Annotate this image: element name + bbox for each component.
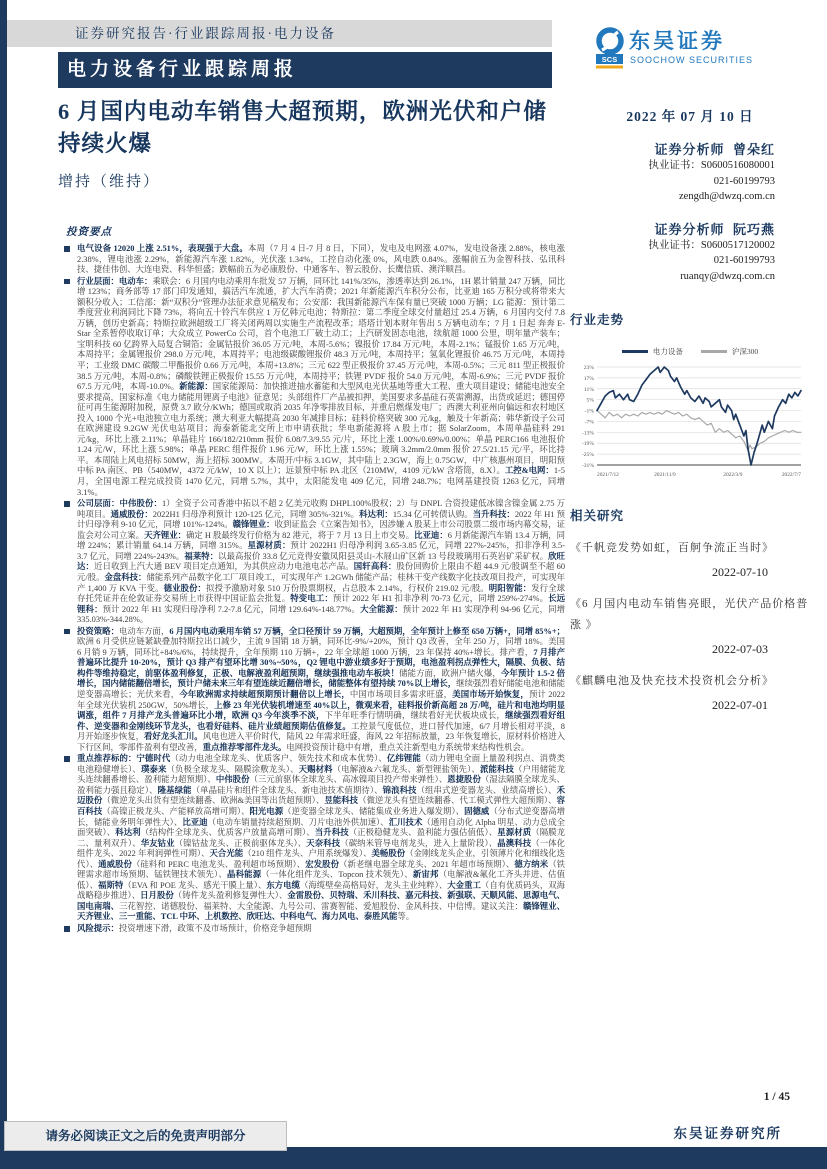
- analyst-cert: 执业证书：S0600517120002: [648, 239, 775, 251]
- svg-text:-31%: -31%: [581, 463, 594, 469]
- svg-text:-7%: -7%: [584, 419, 594, 426]
- related-research-title: 相关研究: [570, 509, 625, 523]
- svg-text:2022/3/9: 2022/3/9: [723, 472, 743, 478]
- soochow-logo-icon: [593, 26, 777, 72]
- analyst-block-1: [570, 139, 810, 205]
- chart-legend: [570, 346, 810, 357]
- report-title: 6 月国内电动车销售大超预期，欧洲光伏和户储持续火爆: [58, 99, 547, 156]
- brand-name-cn: 东吴证券: [629, 29, 725, 53]
- report-type-banner: 证券研究报告·行业跟踪周报·电力设备: [7, 20, 552, 47]
- related-item-date: 2022-07-01: [712, 698, 768, 712]
- svg-text:11%: 11%: [583, 386, 594, 393]
- disclaimer-notice: 请务必阅读正文之后的免责声明部分: [4, 1121, 287, 1151]
- analyst-email-link[interactable]: zengdh@dwzq.com.cn: [679, 191, 775, 202]
- analyst-name-line: 证券分析师 曾朵红: [654, 142, 775, 157]
- svg-text:2022/7/7: 2022/7/7: [781, 472, 801, 478]
- series-title-bar: 电力设备行业跟踪周报: [58, 52, 552, 88]
- analyst-block-2: [570, 219, 810, 285]
- report-bullets: [64, 244, 565, 935]
- report-bullet: 行业层面：电动车：乘联会：6 月国内电动乘用车批发 57 万辆，同环比 141%/35%，渗透率达到 26.1%，1H 累计销量 247 万辆，同比增 123%；商务部等 17 部门印发通知，搞活汽车流通，扩大汽车消费；2021 年新能源汽车积分公布，比亚迪 165 万积分或将带来大额积分收入；工信部：新“双积分”管理办法征求意见稿发布；公安部：我国新能源汽车保有量已突破 1000 万辆；LG 能源：预计第二季度营业利润同比下降 73%，将向五十铃汽车供应 1 万亿韩元电池；特斯拉：第二季度全球交付量超过 25.4 万辆，6 月国内交付 7.8 万辆，创历史新高；特斯拉欧洲超级工厂将关闭两周以实施生产流程改革；塔塔计划本财年售出 5 万辆电动车；7 月 1 日起 奔奔 E-Star 全系暂停收取订单；大众成立 PowerCo 公司，首个电池工厂破土动工；上汽研发固态电池，续航超 1000 公里，明年量产装车；宝明科技 60 亿跨界入局复合铜箔；金属钴报价 36.05 万元/吨，本周-5.6%；镍报价 17.84 万元/吨，本周-2.1%；锰报价 1.65 万元/吨，本周持平；金属锂报价 298.0 万元/吨，本周持平；电池级碳酸锂报价 48.3 万元/吨，本周持平；氢氧化锂报价 46.75 万元/吨，本周持平；工业级 DMC 碳酸二甲酯报价 0.66 万元/吨，本周+13.8%；三元 622 型正极报价 37.45 万元/吨，本周-0.5%；三元 811 型正极报价 38.5 万元/吨，本周-0.8%；磷酸铁锂正极报价 15.55 万元/吨，本周持平；铁锂 PVDF 报价 54.0 万元/吨，本周-6.9%；三元 PVDF 报价 67.5 万元/吨，本周-10.0%。新能源：国家能源局：加快推进抽水蓄能和大型风电光伏基地等重大工程、重大项目建设；储能电池安全要求提高，国家标准《电力储能用锂离子电池》征意见；头部组件厂产品被扣押，美国要求多晶硅石英需溯源，出货或延迟；德国停征可再生能源附加税，原费 3.7 欧分/KWh；德国或取消 2035 年净零排放目标，并重启燃煤发电厂；西澳大利亚州向偏远和农村地区投入 1000 个光+电池独立电力系统；澳大利亚大幅提高 2030 年减排目标；硅料价格突破 300 元/kg，触及十年新高；韩华新设子公司在欧洲建设 9.2GW 光伏电站项目；海泰新能北交所上市申请获批；华电新能源将 A 股上市；据 SolarZoom，本周单晶硅料 291 元/kg，环比上涨 2.11%；单晶硅片 166/182/210mm 报价 6.08/7.3/9.55 元/片，环比上涨 1.00%/0.69%/0.00%；单晶 PERC166 电池报价 1.24 元/W，环比上涨 5.98%；单晶 PERC 组件报价 1.96 元/W，环比上涨 1.55%；玻璃 3.2mm/2.0mm 报价 27.5/21.15 元/平，环比持平。本周陆上风电招标 50MW，海上招标 300MW。本周开/中标 3.1GW，其中陆上 2.3GW，海上 0.75GW，中广核惠州项目，明阳预中标 PA 南区、PB（540MW，4372 元/kW，10 X 以上）；远景预中标 PA 北区（210MW，4109 元/kW 含塔筒，8.X）。工控&电网：1-5 月，全国电源工程完成投资 1470 亿元，同增 5.7%，其中，太阳能发电 409 亿元，同增 248.7%；电网基建投资 1263 亿元，同增 3.1%。: [64, 277, 565, 498]
- left-edge-bar: [0, 0, 7, 1169]
- related-item-date: 2022-07-03: [712, 642, 768, 656]
- svg-text:-13%: -13%: [581, 430, 594, 437]
- svg-text:SCS: SCS: [601, 55, 618, 64]
- report-bullet: 公司层面：中伟股份：1）全资子公司香港中拓以不超 2 亿美元收购 DHPL100%股权；2）与 DNPL 合资投建低冰镍含镍金属 2.75 万吨项目。通威股份：2022H1 归母净利预计 120-125 亿元，同增 305%-321%。科达利：15.34 亿可转债认购。当升科技：2022 年 H1 预计归母净利 9-10 亿元，同增 101%-124%。赣锋锂业：收到证监会《立案告知书》，因涉嫌 A 股某上市公司股票二级市场内幕交易，证监会对公司立案。天齐锂业：确定 H 股最终发行价格为 82 港元，将于 7 月 13 日上市交易。比亚迪：6 月新能源汽车销 13.4 万辆，同增 224%；累计销量 64.14 万辆，同增 315%。星源材质：预计 2022H1 归母净利润 3.65-3.85 亿元，同增 227%-245%，扣非净利 3.5-3.7 亿元，同增 224%-243%。福莱特：以最高报价 33.8 亿元竞得安徽凤阳县灵山-木屐山矿区新 13 号段玻璃用石英岩矿采矿权。欣旺达：近日收到上汽大通 BEV 项目定点通知，为其供应动力电池电芯产品。国轩高科：股份回购价上限由不超 44.9 元/股调至不超 60 元/股。金盘科技：储能系列产品数字化工厂项目竣工，可实现年产 1.2GWh 储能产品；桂林干变产线数字化技改项目投产，可实现年产 1,400 万 KVA 干变。德业股份：拟授予激励对象 510 万份股票期权，占总股本 2.14%，行权价 219.02 元/股。明阳智能：发行全球存托凭证并在伦敦证券交易所上市获得中国证监会批复。特变电工：预计 2022 年 H1 扣非净利 70-73 亿元，同增 259%-274%。长远锂科：预计 2022 年 H1 实现归母净利 7.2-7.8 亿元，同增 129.64%-148.77%。大全能源：预计 2022 年 H1 实现净利 94-96 亿元，同增 335.03%-344.28%。: [64, 499, 565, 626]
- report-bullet: 电气设备 12020 上涨 2.51%，表现强于大盘。本周（7 月 4 日-7 月 8 日，下同），发电及电网涨 4.07%，发电设备涨 2.88%，核电涨 2.38%，锂电池涨 2.29%，新能源汽车涨 1.82%，光伏涨 1.34%，工控自动化涨 0%，风电跌 0.84%。涨幅前五为金智科技、弘讯科技、捷佳伟创、大连电瓷、科华恒盛；跌幅前五为必康股份、中通客车、智云股份、长鹰信质、澳洋顺昌。: [64, 244, 565, 276]
- industry-trend-title: 行业走势: [570, 313, 625, 327]
- report-date: 2022 年 07 月 10 日: [626, 109, 754, 124]
- industry-trend-plot: [570, 361, 804, 479]
- legend-item-csi300: 沪深300: [701, 346, 758, 357]
- section-title-key-points: 投资要点: [66, 227, 112, 238]
- analyst-email-link[interactable]: ruanqy@dwzq.com.cn: [680, 270, 775, 282]
- svg-text:5%: 5%: [586, 397, 594, 404]
- analyst-cert: 执业证书：S0600516080001: [648, 160, 775, 171]
- related-item-date: 2022-07-10: [712, 565, 768, 579]
- svg-text:17%: 17%: [583, 375, 594, 382]
- legend-item-power-equipment: 电力设备: [622, 346, 683, 357]
- report-body: [64, 224, 565, 1080]
- brand-logo: [593, 26, 810, 72]
- analyst-phone: 021-60199793: [713, 255, 775, 266]
- brand-name-en: SOOCHOW SECURITIES: [630, 55, 754, 65]
- report-bullet: 投资策略：电动车方面，6 月国内电动乘用车销 57 万辆，全口径预计 59 万辆，大超预期，全年预计上修至 650 万辆+，同增 85%+；欧洲 6 月受供应链紧缺叠加特斯拉出口减少，主流 9 国销 18 万辆，同环比-9%/+20%，预计 Q3 改善，全年 250 万，同增 18%。美国 6 月销 9 万辆，同环比+84%/6%，持续提升，全年预期 110 万辆+，22 年全球超 1000 万辆，23 年保持 40%+增长。排产看，7 月排产普遍环比提升 10-20%，预计 Q3 排产有望环比增 30%~50%，Q2 锂电中游业绩多好于预期，电池盈利拐点弹性大，隔膜、负极、结构件等维持稳定，前驱体盈利修复，正极、电解液盈利超预期，继续强推电动车板块！储能方面，欧洲户储火爆，今年预计 1.5-2 倍增长，国内储能翻倍增长，预计户储未来三年有望连续近翻倍增长，储能整体有望持续 70%以上增长，继续强烈看好储能电池和储能逆变器高增长；光伏来看，今年欧洲需求持续超预期预计翻倍以上增长，中国市场项目多需求旺盛，美国市场开始恢复，预计 2022 年全球光伏装机 250GW，50%增长，上修 23 年光伏装机增速至 40%以上，微观来看，硅料报价新高超 28 万/吨，硅片和电池均明显调涨，组件 7 月排产龙头普遍环比小增，欧洲 Q3 今年淡季不淡，下半年旺季行情明确，继续看好光伏板块成长，继续强烈看好组件、逆变器和金刚线环节龙头，也看好硅料、硅片业绩超预期估值修复。工控景气度低位，进口替代加速，6/7 月增长相对平淡，8 月开始逐步恢复，看好龙头汇川。风电也进入平价时代，陆风 22 年需求旺盛，海风 22 年招标放量，23 年恢复增长，原材料价格进入下行区间，零部件盈利有望改善，重点推荐零部件龙头。电网投资预计稳中有增，重点关注新型电力系统带来结构性机会。: [64, 627, 565, 754]
- research-institute-name: 东吴证券研究所: [673, 1126, 782, 1141]
- related-item-title: 《6 月国内电动车销售亮眼，光伏产品价格普涨 》: [570, 598, 809, 631]
- report-bullet: 重点推荐标的：宁德时代（动力电池全球龙头、优质客户、领先技术和成本优势）、亿纬锂能（动力锂电全面上量盈利拐点、消费类电池稳健增长）、璞泰来（负极全球龙头、隔膜涂敷龙头）、天赐材料（电解液&六氟龙头、新型锂盐领先）、派能科技（户用储能龙头连续翻番增长、盈利能力超预期）、中伟股份（三元前驱体全球龙头、高冰镍项目投产带来弹性）、恩捷股份（湿法隔膜全球龙头、盈利能力强且稳定）、隆基绿能（单晶硅片和组件全球龙头、新电池技术值期待）、锦浪科技（组串式逆变器龙头、业绩高增长）、禾迈股份（微逆龙头出货有望连续翻番、欧洲&美国等出货超预期）、昱能科技（微逆龙头有望连续翻番、代工模式弹性大超预期）、容百科技（高镍正极龙头、产能释放高增可期）、阳光电源（逆变器全球龙头、储能集成业务进入爆发期）、固德威（分布式逆变器高增长，储能业务明年弹性大）、比亚迪（电动车销量持续超预期、刀片电池外供加速）、汇川技术（通用自动化 Alpha 明星、动力总成全面突破）、科达利（结构件全球龙头、优质客户放量高增可期）、当升科技（正极稳健龙头、盈利能力强估值低）、星源材质（隔膜龙二、量利双升）、华友钴业（镍钴盐龙头、正极前驱体龙头）、天奈科技（碳纳米管导电剂龙头，进入上量阶段）、晶澳科技（一体化组件龙头、2022 年利润弹性可期）、天合光能（210 组件龙头、户用系统爆发）、美畅股份（金刚线龙头企业，引领薄片化和细线化迭代）、通威股份（硅料和 PERC 电池龙头、盈利超市场预期）、宏发股份（新老继电器全球龙头、2021 年超市场预期）、德方纳米（铁锂需求超市场预期、锰铁锂技术领先）、晶科能源（一体化组件龙头、Topcon 技术领先）、新宙邦（电解液&氟化工齐头并进、估值低）、福斯特（EVA 和 POE 龙头、感光干膜上量）、东方电缆（海缆壁垒高格局好，龙头主业纯粹）、大金重工（自有优质码头，双海战略稳步推进）、日月股份（铸件龙头盈利修复弹性大）、金雷股份、贝特瑞、禾川科技、嘉元科技、新强联、天顺风能、思源电气、国电南瑞、三花智控、诺德股份、福莱特、大全能源、九号公司、雷赛智能、爱旭股份、金风科技、中信博。建议关注：赣锋锂业、天齐锂业、三一重能、TCL 中环、上机数控、欣旺达、中科电气、海力风电、泰胜风能等。: [64, 754, 565, 923]
- analyst-name-line: 证券分析师 阮巧燕: [654, 221, 775, 237]
- report-bullet: 风险提示：投资增速下滑，政策不及市场预计，价格竞争超预期: [64, 924, 565, 935]
- page-number: 1 / 45: [763, 1091, 790, 1103]
- related-item-title: 《千帆竞发势如虹，百舸争流正当时》: [570, 542, 774, 554]
- svg-text:23%: 23%: [583, 365, 594, 371]
- svg-text:-1%: -1%: [584, 408, 594, 415]
- related-item-3: [570, 671, 810, 713]
- svg-text:2021/11/9: 2021/11/9: [654, 472, 676, 478]
- analyst-phone: 021-60199793: [713, 175, 775, 187]
- right-sidebar: [570, 26, 810, 713]
- svg-text:-25%: -25%: [581, 452, 594, 459]
- legend-line-swatch: [622, 350, 648, 353]
- svg-text:2021/7/12: 2021/7/12: [597, 472, 619, 478]
- related-item-1: [570, 538, 810, 580]
- svg-text:-19%: -19%: [581, 441, 594, 448]
- related-item-title: 《麒麟电池及快充技术投资机会分析》: [570, 675, 774, 687]
- related-item-2: [570, 594, 810, 657]
- related-research-section: [570, 506, 810, 713]
- rating-badge: 增持（维持）: [58, 174, 161, 190]
- legend-line-swatch: [701, 350, 727, 353]
- industry-trend-section: [570, 310, 810, 484]
